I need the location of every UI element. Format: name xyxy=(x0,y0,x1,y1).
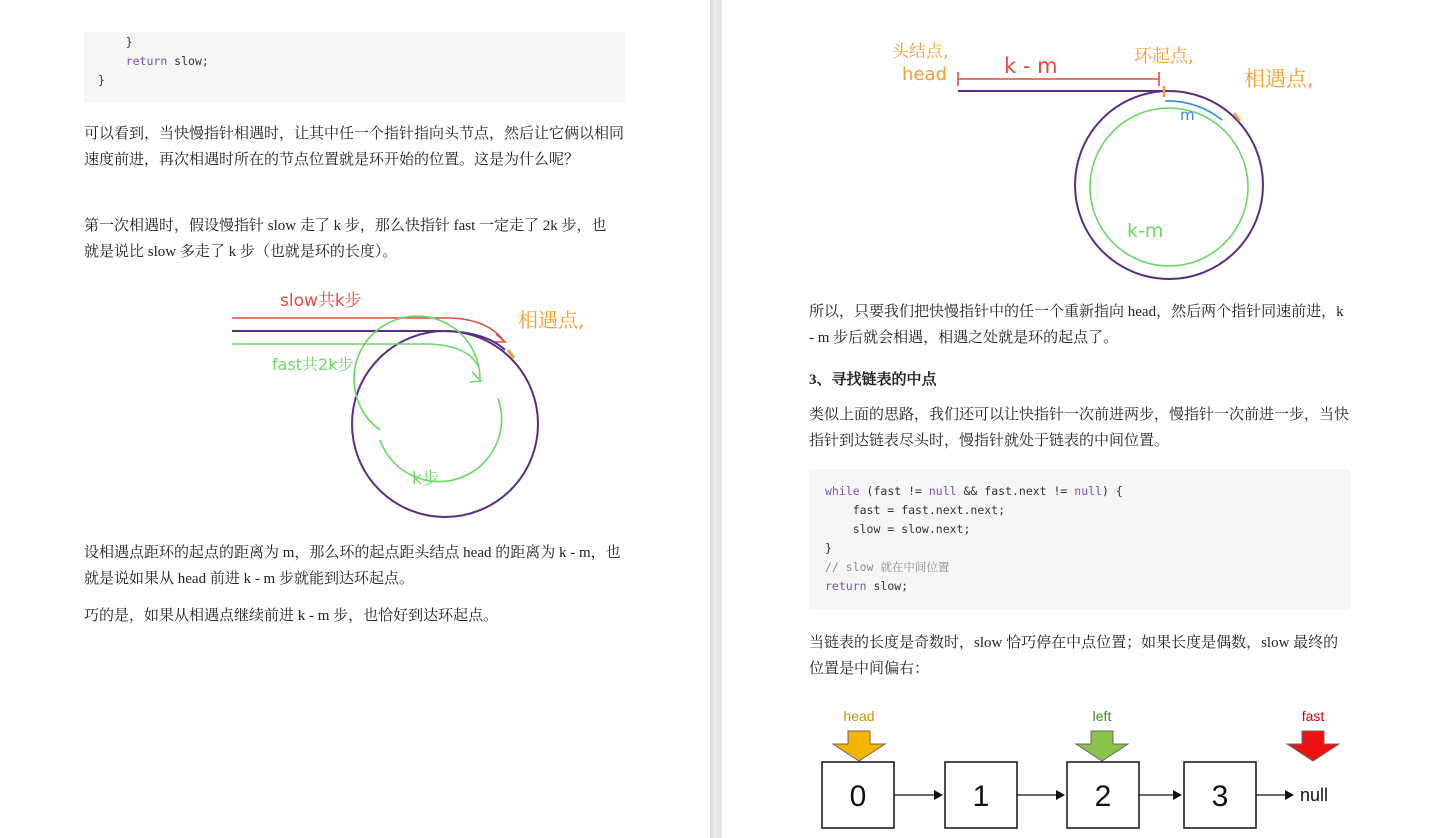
meet-label: 相遇点, xyxy=(518,308,585,332)
km-top-label: k - m xyxy=(1004,54,1058,78)
code-line: fast = fast.next.next; xyxy=(825,503,1006,517)
fast-label: fast共2k步 xyxy=(272,355,354,374)
paragraph: 可以看到，当快慢指针相遇时，让其中任一个指针指向头节点，然后让它俩以相同速度前进，再次相遇时所在的节点位置就是环开始的位置。这是为什么呢？ xyxy=(84,126,625,168)
code-line: slow = slow.next; xyxy=(825,522,971,536)
list-node xyxy=(822,762,894,828)
linked-list-diagram xyxy=(722,700,1435,838)
head-label-line2: head xyxy=(902,64,947,85)
paragraph: 类似上面的思路，我们还可以让快指针一次前进两步，慢指针一次前进一步，当快指针到达链表尽头时，慢指针就处于链表的中间位置。 xyxy=(809,407,1350,449)
meet-label: 相遇点, xyxy=(1244,67,1314,91)
right-page xyxy=(722,0,1435,838)
loop-start-label: 环起点, xyxy=(1134,46,1194,67)
list-node xyxy=(945,762,1017,828)
next-arrow xyxy=(1139,790,1182,800)
node-value: 3 xyxy=(1211,780,1229,813)
code-block-middle xyxy=(809,469,1350,610)
code-keyword: return xyxy=(825,579,867,593)
code-text: ) { xyxy=(1101,484,1123,498)
head-arrow-icon xyxy=(833,731,885,761)
code-keyword: return xyxy=(125,54,168,68)
paragraph: 第一次相遇时，假设慢指针 slow 走了 k 步，那么快指针 fast 一定走了 2k 步，也就是说比 slow 多走了 k 步（也就是环的长度）。 xyxy=(84,218,607,260)
code-text: (fast != xyxy=(859,484,929,498)
m-label: m xyxy=(1180,106,1195,124)
fast-pointer-label: fast xyxy=(1301,708,1325,724)
paragraph: 巧的是，如果从相遇点继续前进 k - m 步，也恰好到达环起点。 xyxy=(84,608,499,624)
code-line: } xyxy=(98,35,133,49)
list-node xyxy=(1184,762,1256,828)
paragraph: 所以，只要我们把快慢指针中的任一个重新指向 head，然后两个指针同速前进，k - m 步后就会相遇，相遇之处就是环的起点了。 xyxy=(809,304,1344,346)
code-keyword: null xyxy=(1074,484,1102,498)
code-keyword: null xyxy=(928,484,957,498)
section-heading: 3、寻找链表的中点 xyxy=(809,372,937,388)
code-comment: // slow 就在中间位置 xyxy=(825,560,950,574)
km-measure xyxy=(958,72,1159,86)
loop-diagram-km xyxy=(722,0,1435,300)
paragraph: 设相遇点距环的起点的距离为 m，那么环的起点距头结点 head 的距离为 k - m，也就是说如果从 head 前进 k - m 步就能到达环起点。 xyxy=(84,545,621,587)
node-value: 2 xyxy=(1094,780,1112,813)
page-gutter xyxy=(710,0,722,838)
outer-loop xyxy=(352,331,538,517)
null-label: null xyxy=(1300,785,1329,805)
code-line: slow; xyxy=(167,54,209,68)
next-arrow xyxy=(1017,790,1065,800)
outer-loop xyxy=(1075,91,1263,279)
paragraph: 当链表的长度是奇数时，slow 恰巧停在中点位置；如果长度是偶数，slow 最终的位置是中间偏右： xyxy=(809,635,1339,677)
fast-arrow-icon xyxy=(1287,731,1339,761)
left-pointer-label: left xyxy=(1092,708,1112,724)
code-line: } xyxy=(98,73,105,87)
left-arrow-icon xyxy=(1076,731,1128,761)
node-value: 1 xyxy=(972,780,990,813)
list-node xyxy=(1067,762,1139,828)
node-value: 0 xyxy=(849,780,867,813)
next-arrow xyxy=(894,790,943,800)
left-page xyxy=(0,0,710,838)
code-keyword: while xyxy=(825,484,860,498)
head-label-line1: 头结点, xyxy=(892,42,949,62)
loop-diagram-slow-fast xyxy=(0,0,710,838)
next-arrow xyxy=(1256,790,1294,800)
code-text: && fast.next != xyxy=(956,484,1075,498)
inner-loop xyxy=(1090,108,1248,266)
loop-label: k步 xyxy=(412,469,439,489)
head-pointer-label: head xyxy=(843,708,875,724)
slow-label: slow共k步 xyxy=(280,291,362,311)
km-loop-label: k-m xyxy=(1127,220,1164,242)
fast-path xyxy=(232,316,502,482)
code-line: } xyxy=(825,541,832,555)
code-text: slow; xyxy=(866,579,909,593)
